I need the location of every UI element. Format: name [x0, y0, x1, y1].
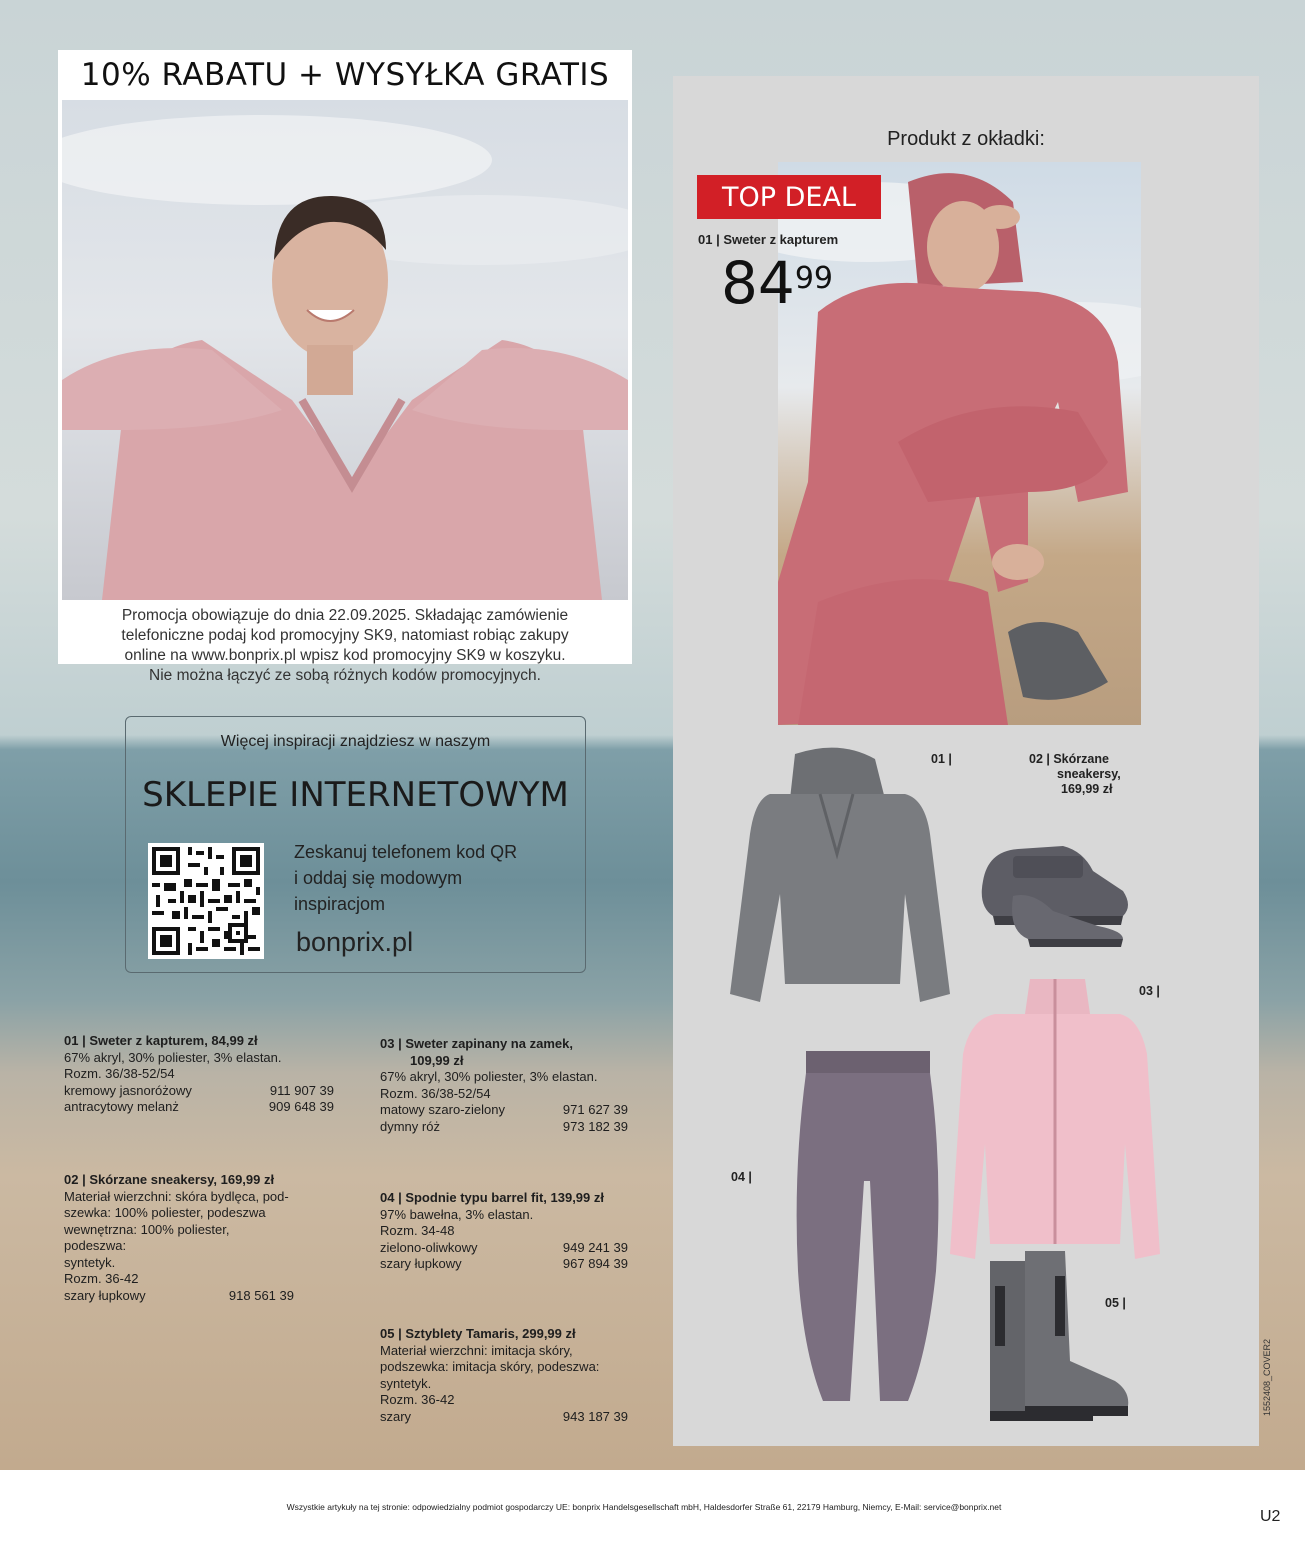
variant-row — [64, 1083, 334, 1100]
variant-name: matowy szaro-zielony — [380, 1102, 505, 1117]
variant-row — [380, 1256, 628, 1273]
product-image-hoodie[interactable] — [725, 744, 955, 1012]
variant-name: dymny róż — [380, 1118, 440, 1134]
product-heading-price: 109,99 zł — [410, 1052, 464, 1068]
variant-name: antracytowy melanż — [64, 1099, 179, 1114]
top-deal-badge: TOP DEAL — [697, 175, 881, 219]
product-detail: Rozm. 36/38-52/54 — [64, 1066, 175, 1081]
variant-code: 918 561 39 — [228, 1287, 294, 1303]
qr-code[interactable] — [148, 843, 264, 959]
product-heading: 01 | Sweter z kapturem, 84,99 zł — [64, 1033, 258, 1048]
tag-02-line: 02 | Skórzane — [1029, 752, 1109, 766]
product-info-02 — [64, 1172, 294, 1304]
deal-product-label: 01 | Sweter z kapturem — [698, 232, 839, 247]
product-detail: 67% akryl, 30% poliester, 3% elastan. — [380, 1069, 598, 1084]
price-main: 84 — [721, 249, 795, 317]
promo-terms — [58, 606, 632, 686]
tag-04: 04 | — [731, 1170, 752, 1184]
product-image-sneakers[interactable] — [973, 821, 1138, 951]
product-detail: 97% bawełna, 3% elastan. — [380, 1206, 534, 1222]
deal-price — [721, 248, 833, 318]
product-detail: syntetyk. — [64, 1254, 116, 1270]
catalog-code: 1552408_COVER2 — [1262, 1338, 1272, 1416]
product-info-01 — [64, 1033, 334, 1116]
variant-row — [380, 1240, 628, 1257]
variant-name: kremowy jasnoróżowy — [64, 1082, 192, 1098]
product-panel — [673, 76, 1259, 1446]
price-cents: 99 — [794, 261, 833, 296]
tag-05: 05 | — [1105, 1296, 1126, 1310]
variant-row — [64, 1288, 294, 1305]
product-info-05 — [380, 1326, 628, 1425]
variant-code: 911 907 39 — [269, 1082, 334, 1098]
variant-code: 949 241 39 — [562, 1239, 628, 1255]
variant-row — [380, 1102, 628, 1119]
product-detail: Materiał wierzchni: imitacja skóry, — [380, 1342, 573, 1358]
product-heading: 03 | Sweter zapinany na zamek, — [380, 1036, 573, 1051]
product-detail: Rozm. 36/38-52/54 — [380, 1085, 491, 1101]
promo-terms-line: online na www.bonprix.pl wpisz kod promocyjny SK9 w koszyku. — [124, 647, 566, 664]
variant-code: 973 182 39 — [562, 1118, 628, 1134]
product-detail: syntetyk. — [380, 1375, 432, 1391]
product-heading: 02 | Skórzane sneakersy, 169,99 zł — [64, 1172, 275, 1187]
promo-terms-line: Nie można łączyć ze sobą różnych kodów promocyjnych. — [149, 667, 541, 684]
product-detail: Rozm. 36-42 — [380, 1392, 455, 1407]
tag-01: 01 | — [931, 752, 952, 766]
product-info-04 — [380, 1190, 628, 1273]
promo-card — [58, 50, 632, 684]
variant-row — [380, 1119, 628, 1136]
variant-row — [380, 1409, 628, 1426]
product-detail: Rozm. 34-48 — [380, 1223, 455, 1238]
product-heading: 04 | Spodnie typu barrel fit, 139,99 zł — [380, 1190, 604, 1205]
variant-code: 967 894 39 — [562, 1256, 628, 1271]
product-detail: podszewka: imitacja skóry, podeszwa: — [380, 1359, 600, 1374]
product-info-03 — [380, 1036, 628, 1135]
tag-02 — [1029, 752, 1121, 797]
promo-title: 10% RABATU + WYSYŁKA GRATIS — [80, 57, 610, 93]
product-detail: szewka: 100% poliester, podeszwa — [64, 1205, 266, 1220]
qr-instructions — [294, 839, 574, 917]
product-detail: 67% akryl, 30% poliester, 3% elastan. — [64, 1049, 282, 1065]
product-detail: Materiał wierzchni: skóra bydlęca, pod- — [64, 1188, 289, 1204]
variant-code: 943 187 39 — [562, 1408, 628, 1424]
panel-title: Produkt z okładki: — [887, 128, 1045, 150]
promo-terms-line: Promocja obowiązuje do dnia 22.09.2025. Składając zamówienie — [121, 607, 569, 624]
product-image-trousers[interactable] — [788, 1051, 948, 1406]
variant-row — [64, 1099, 334, 1116]
variant-name: zielono-oliwkowy — [380, 1239, 478, 1255]
promo-terms-line: telefoniczne podaj kod promocyjny SK9, natomiast robiąc zakupy — [121, 627, 569, 644]
tag-03: 03 | — [1139, 984, 1160, 998]
shop-intro: Więcej inspiracji znajdziesz w naszym — [220, 733, 491, 750]
online-shop-box[interactable] — [125, 716, 586, 973]
variant-name: szary — [380, 1408, 412, 1424]
shop-website-link[interactable]: bonprix.pl — [296, 927, 414, 957]
promo-photo-pink-sweater — [62, 100, 628, 600]
tag-02-line: 169,99 zł — [1061, 782, 1113, 796]
page-number: U2 — [1260, 1508, 1281, 1525]
variant-name: szary łupkowy — [64, 1287, 146, 1303]
product-image-boots[interactable] — [985, 1246, 1135, 1426]
variant-code: 971 627 39 — [562, 1102, 628, 1117]
variant-name: szary łupkowy — [380, 1256, 462, 1271]
qr-instructions-line: inspiracjom — [294, 894, 386, 914]
product-heading: 05 | Sztyblety Tamaris, 299,99 zł — [380, 1326, 576, 1341]
qr-instructions-line: i oddaj się modowym — [294, 868, 463, 888]
variant-code: 909 648 39 — [268, 1099, 334, 1114]
shop-heading: SKLEPIE INTERNETOWYM — [142, 775, 569, 815]
product-detail: wewnętrzna: 100% poliester, podeszwa: — [64, 1221, 230, 1253]
tag-02-line: sneakersy, — [1057, 767, 1121, 781]
qr-instructions-line: Zeskanuj telefonem kod QR — [294, 842, 518, 862]
product-image-zip-sweater[interactable] — [935, 974, 1175, 1264]
product-detail: Rozm. 36-42 — [64, 1271, 139, 1286]
legal-notice: Wszystkie artykuły na tej stronie: odpowiedzialny podmiot gospodarczy UE: bonprix Handelsgesellschaft mbH, Haldesdorfer Straße 61, 22179 Hamburg, Niemcy, E-Mail: service@bonprix.net — [286, 1502, 1002, 1512]
